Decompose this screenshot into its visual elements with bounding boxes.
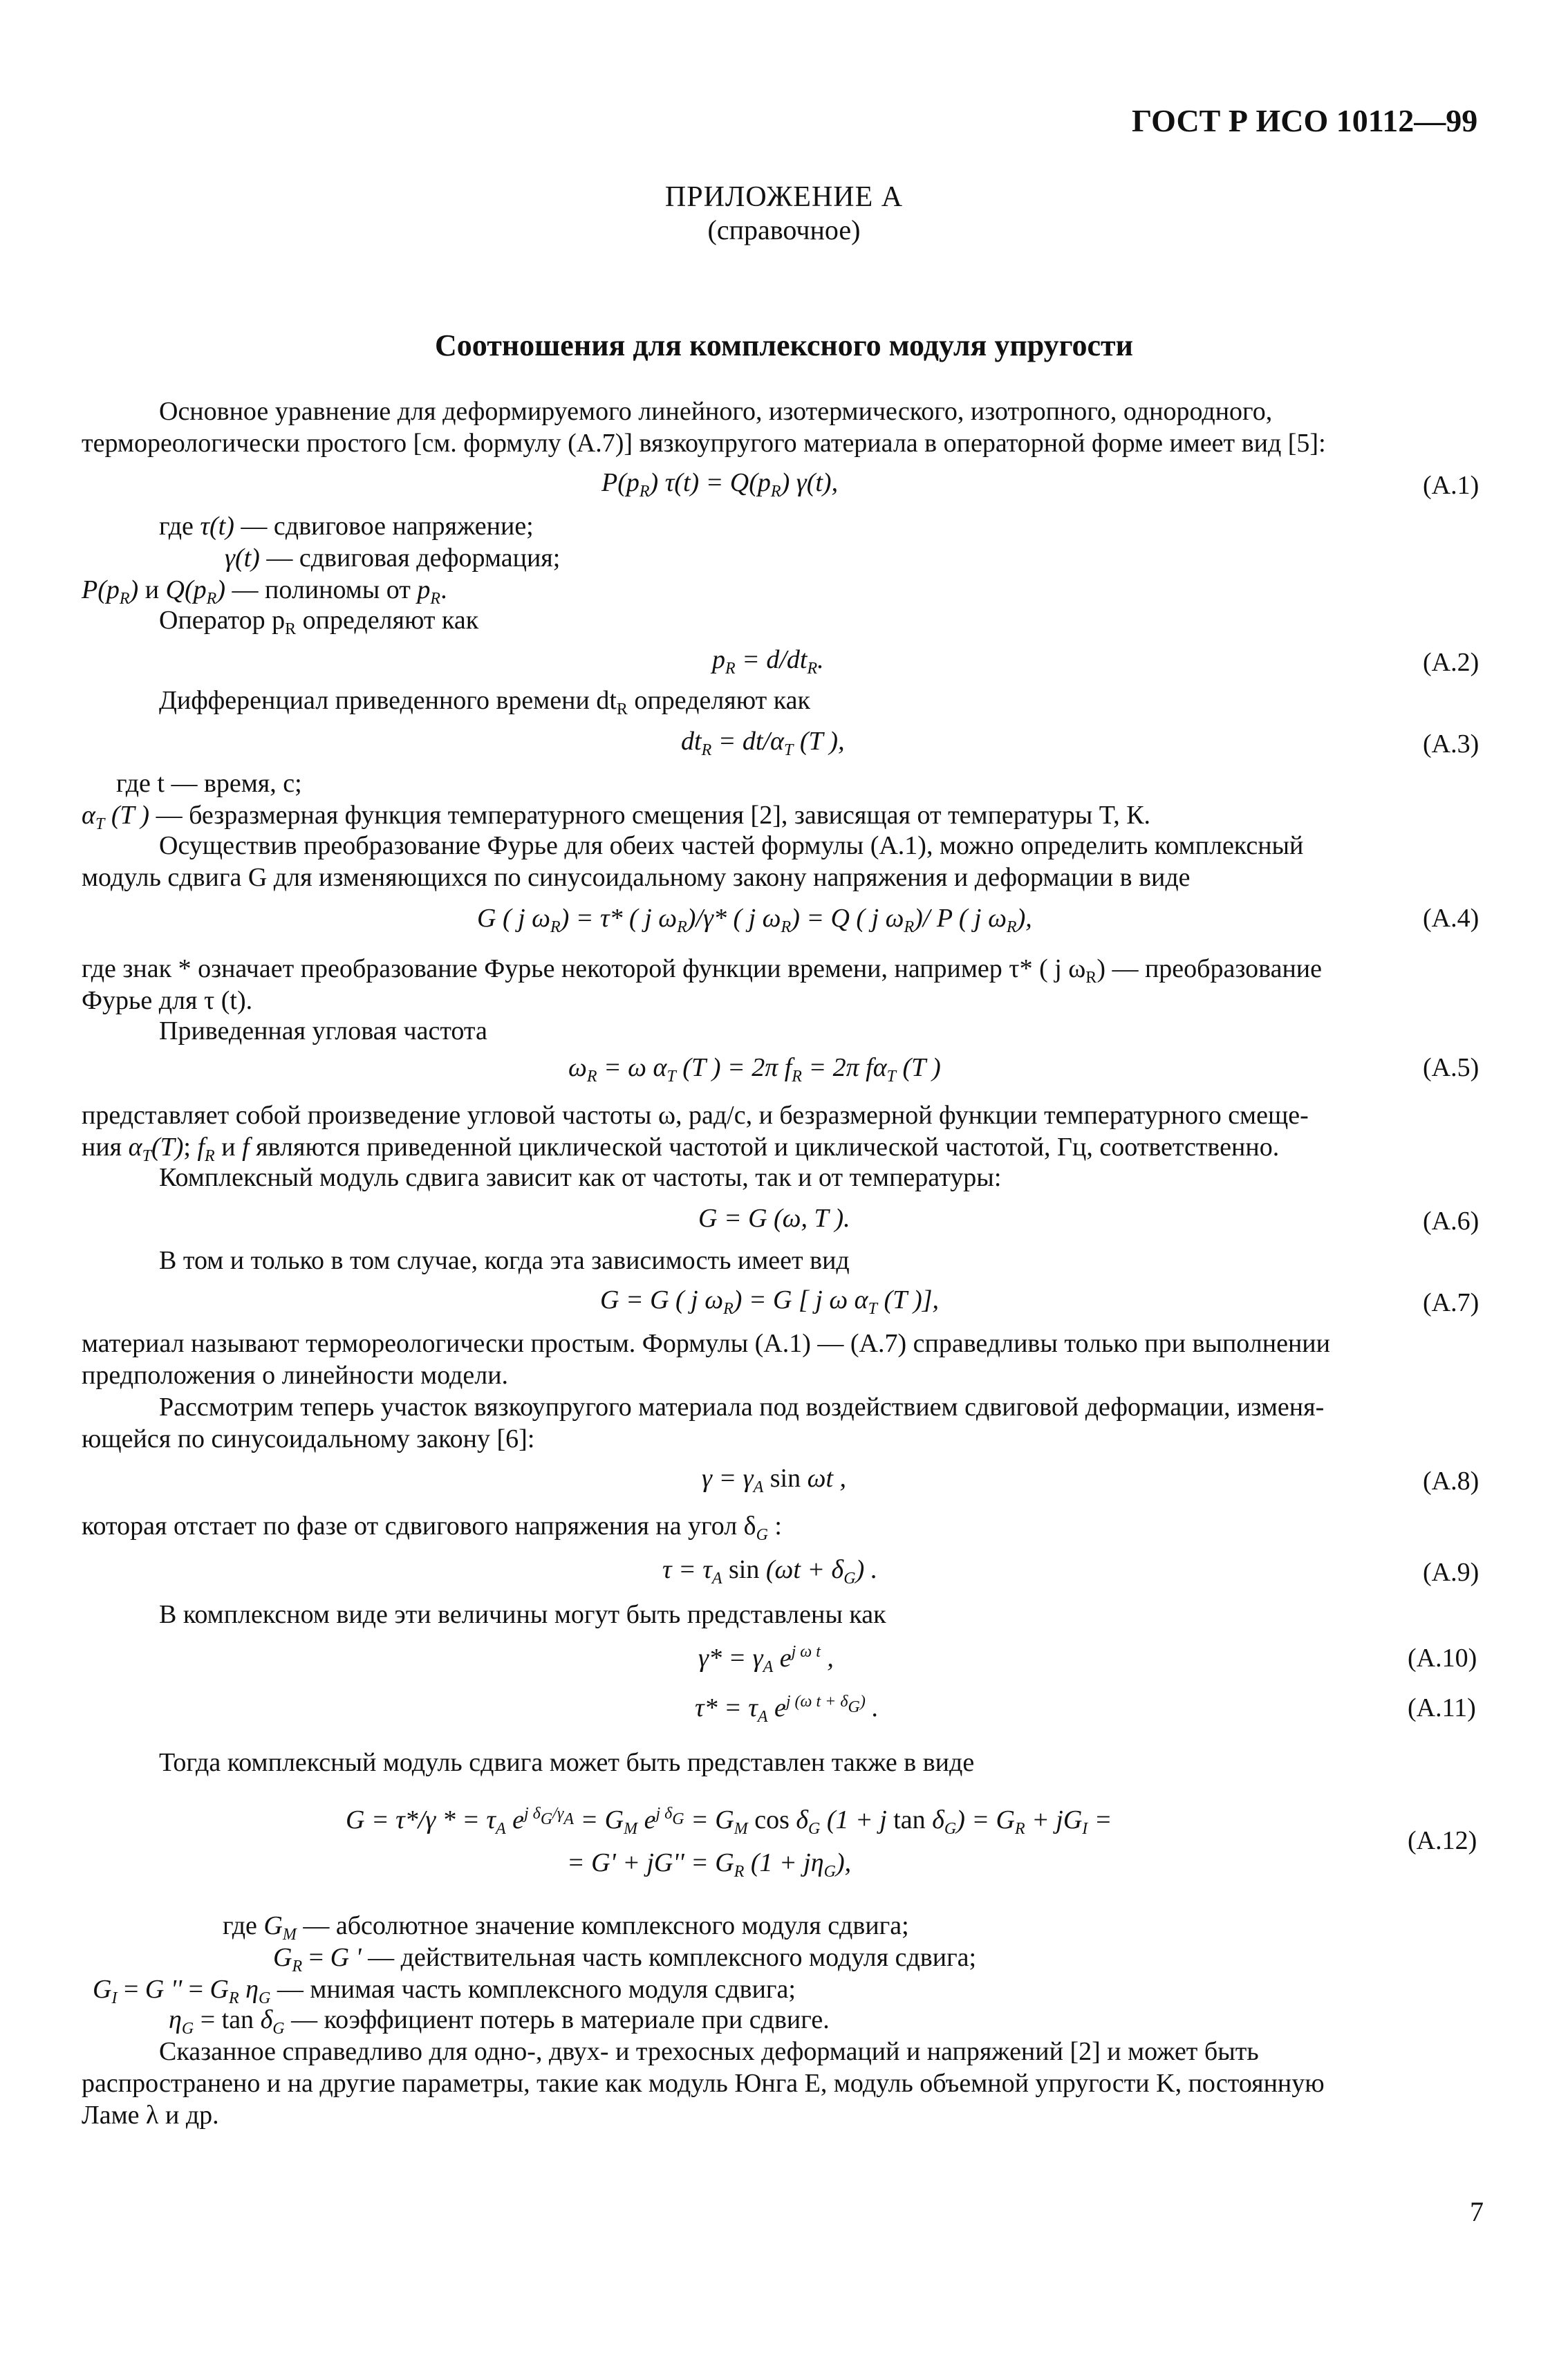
document-code: ГОСТ Р ИСО 10112—99 xyxy=(1132,103,1478,138)
equation-a12-line1: G = τ*/γ * = $\tau_A$ $e^{j \delta_G/\gamma_A} = G_M$ $e^{j \delta_G} = G_M$ $\cos \delta_G$ (1 + j $\tan \delta_G) = G_R + jG_I$ = xyxy=(346,1805,1112,1838)
paragraph-line: В комплексном виде эти величины могут быть представлены как xyxy=(159,1600,886,1629)
equation-a9: $\tau = \tau_A$ $\sin (\omega t + \delta_G)$ . xyxy=(662,1555,878,1588)
paragraph-line: предположения о линейности модели. xyxy=(82,1361,509,1390)
where-line: $\alpha_T$ (T ) — безразмерная функция температурного смещения [2], зависящая от температуры T, К. xyxy=(82,801,1151,833)
paragraph-line: Тогда комплексный модуль сдвига может быть представлен также в виде xyxy=(159,1748,975,1777)
paragraph-line: где знак * означает преобразование Фурье некоторой функции времени, например τ* ( j $\omega_R$) — преобразование xyxy=(82,954,1323,987)
paragraph-line: Комплексный модуль сдвига зависит как от частоты, так и от температуры: xyxy=(159,1163,1002,1192)
where-line: где τ(t) — сдвиговое напряжение; xyxy=(159,512,534,541)
paragraph-line: материал называют термореологически простым. Формулы (А.1) — (А.7) справедливы только при выполнении xyxy=(82,1329,1330,1358)
paragraph-line: Основное уравнение для деформируемого линейного, изотермического, изотропного, однородного, xyxy=(159,397,1273,426)
annex-title: ПРИЛОЖЕНИЕ А xyxy=(664,181,904,213)
equation-a8: $\gamma = \gamma_A$ sin ωt , xyxy=(702,1464,847,1496)
equation-a7: G = G ( j $\omega_R) = G$ [ j ω $\alpha_T$ (T )], xyxy=(600,1285,940,1318)
page-number: 7 xyxy=(1470,2196,1484,2227)
paragraph-line: Осуществив преобразование Фурье для обеих частей формулы (А.1), можно определить комплексный xyxy=(159,831,1304,860)
where-line: $\eta_G = \tan \delta_G$ — коэффициент потерь в материале при сдвиге. xyxy=(169,2005,830,2038)
equation-a2: $p_R = d/dt_R$. xyxy=(712,645,824,678)
equation-number: (А.5) xyxy=(1423,1053,1480,1082)
where-line: γ(t) — сдвиговая деформация; xyxy=(225,543,561,573)
paragraph-line: В том и только в том случае, когда эта зависимость имеет вид xyxy=(159,1246,850,1275)
equation-a11: $\tau* = \tau_A$ $e^{j (\omega t + \delta_G)}$ . xyxy=(695,1693,879,1726)
equation-number: (А.10) xyxy=(1408,1644,1477,1673)
equation-a5: $\omega_R = \omega$ $\alpha_T$ (T ) = 2π $f_R = 2\pi$ $f\alpha_T$ (T ) xyxy=(568,1053,941,1086)
equation-number: (А.1) xyxy=(1423,471,1480,500)
equation-number: (А.12) xyxy=(1408,1826,1477,1855)
paragraph-line: Дифференциал приведенного времени $dt_R$ определяют как xyxy=(159,686,810,718)
paragraph-line: термореологически простого [см. формулу (А.7)] вязкоупругого материала в операторной форме имеет вид [5]: xyxy=(82,429,1326,458)
where-line: где t — время, с; xyxy=(116,769,302,798)
equation-a12-line2: = $G' + jG'' = G_R$ $(1 + j\eta_G)$, xyxy=(567,1848,852,1881)
where-line: $G_R = G$ ' — действительная часть комплексного модуля сдвига; xyxy=(273,1943,977,1975)
equation-a3: $dt_R = dt/\alpha_T$ (T ), xyxy=(681,727,845,759)
where-line: $P(p_R)$ и $Q(p_R)$ — полиномы от $p_R$. xyxy=(82,575,447,608)
paragraph-line: Приведенная угловая частота xyxy=(159,1016,487,1045)
where-line: $G_I = G$ '' = $G_R$ $\eta_G$ — мнимая часть комплексного модуля сдвига; xyxy=(93,1975,796,2007)
paragraph-line: представляет собой произведение угловой частоты ω, рад/с, и безразмерной функции температурного смеще- xyxy=(82,1101,1309,1130)
paragraph-line: распространено и на другие параметры, такие как модуль Юнга E, модуль объемной упругости K, постоянную xyxy=(82,2069,1325,2098)
paragraph-line: Сказанное справедливо для одно-, двух- и трехосных деформаций и напряжений [2] и может быть xyxy=(159,2037,1259,2066)
equation-number: (А.7) xyxy=(1423,1288,1480,1317)
paragraph-line: ния $\alpha_T(T)$; $f_R$ и f являются приведенной циклической частотой и циклической частотой, Гц, соответственно. xyxy=(82,1133,1280,1165)
equation-a6: G = G (ω, T ). xyxy=(698,1204,850,1233)
equation-a4: G ( j $\omega_R) = \tau*$ ( j $\omega_R)/\gamma*$ ( j $\omega_R) = Q$ ( j $\omega_R)/$ P ( j $\omega_R$), xyxy=(477,904,1032,936)
equation-number: (А.11) xyxy=(1408,1693,1476,1722)
equation-number: (А.6) xyxy=(1423,1207,1480,1236)
paragraph-line: Ламе λ и др. xyxy=(82,2101,219,2130)
section-title: Соотношения для комплексного модуля упругости xyxy=(435,328,1133,362)
equation-number: (А.3) xyxy=(1423,729,1480,759)
equation-a1: $P(p_R) \tau(t) = Q(p_R)$ γ(t), xyxy=(601,468,839,501)
paragraph-line: Оператор $p_R$ определяют как xyxy=(159,606,479,638)
equation-number: (А.8) xyxy=(1423,1467,1480,1496)
equation-number: (А.2) xyxy=(1423,648,1480,677)
paragraph-line: Рассмотрим теперь участок вязкоупругого материала под воздействием сдвиговой деформации, изменя- xyxy=(159,1393,1325,1422)
paragraph-line: Фурье для τ (t). xyxy=(82,986,253,1015)
paragraph-line: модуль сдвига G для изменяющихся по синусоидальному закону напряжения и деформации в виде xyxy=(82,863,1191,892)
paragraph-line: ющейся по синусоидальному закону [6]: xyxy=(82,1424,535,1453)
equation-number: (А.4) xyxy=(1423,904,1480,933)
equation-a10: $\gamma* = \gamma_A$ $e^{j \omega t}$ , xyxy=(698,1643,834,1676)
equation-number: (А.9) xyxy=(1423,1558,1480,1587)
paragraph-line: которая отстает по фазе от сдвигового напряжения на угол $\delta_G$ : xyxy=(82,1512,782,1544)
annex-subtitle: (справочное) xyxy=(707,214,861,245)
where-line: где $G_M$ — абсолютное значение комплексного модуля сдвига; xyxy=(223,1911,909,1944)
